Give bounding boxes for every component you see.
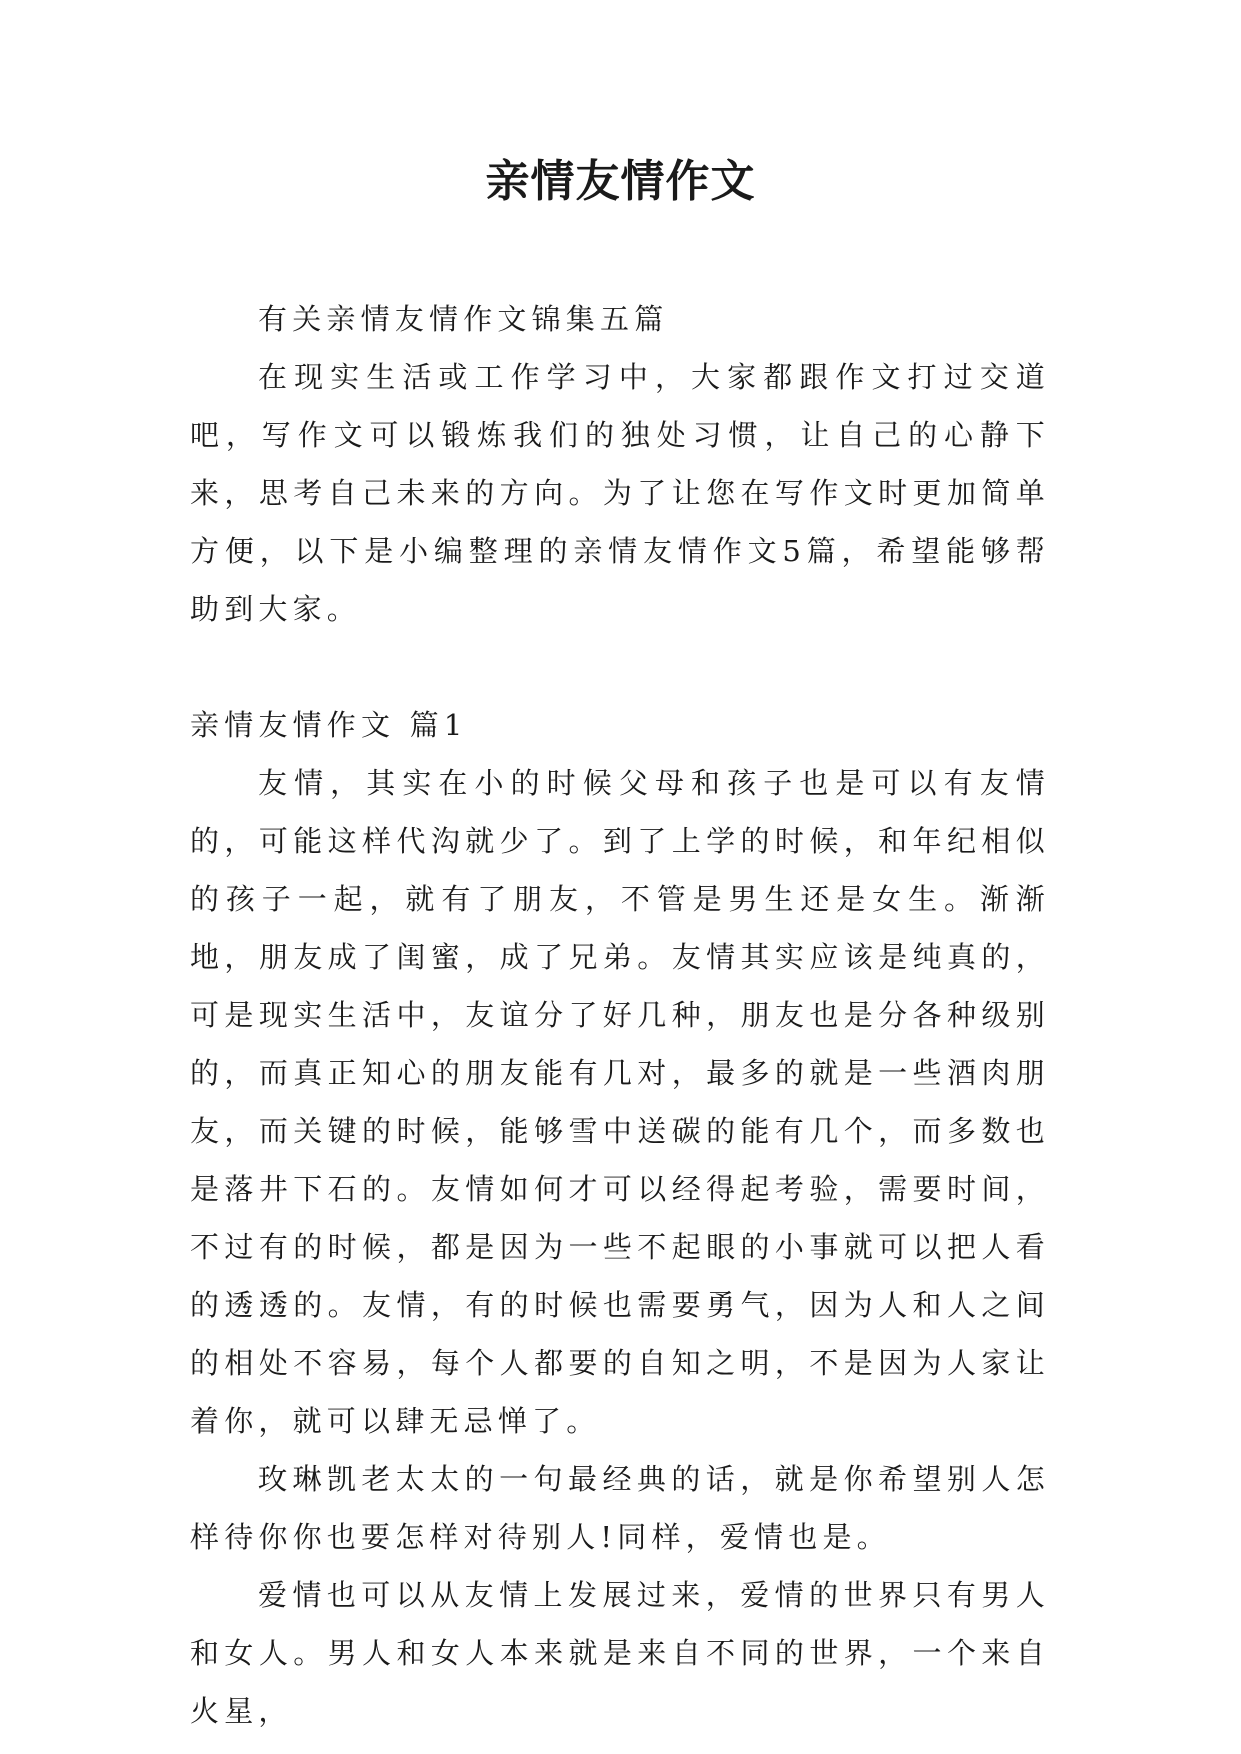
- body-paragraph-2: 玫琳凯老太太的一句最经典的话，就是你希望别人怎样待你你也要怎样对待别人!同样，爱情也是。: [190, 1462, 1050, 1554]
- body-paragraph-3: 爱情也可以从友情上发展过来，爱情的世界只有男人和女人。男人和女人本来就是来自不同的世界，一个来自火星，: [190, 1578, 1050, 1728]
- subtitle: 有关亲情友情作文锦集五篇: [258, 302, 669, 336]
- body-paragraph-1: 友情，其实在小的时候父母和孩子也是可以有友情的，可能这样代沟就少了。到了上学的时候，和年纪相似的孩子一起，就有了朋友，不管是男生还是女生。渐渐地，朋友成了闺蜜，成了兄弟。友情其实应该是纯真的，可是现实生活中，友谊分了好几种，朋友也是分各种级别的，而真正知心的朋友能有几对，最多的就是一些酒肉朋友，而关键的时候，能够雪中送碳的能有几个，而多数也是落井下石的。友情如何才可以经得起考验，需要时间，不过有的时候，都是因为一些不起眼的小事就可以把人看的透透的。友情，有的时候也需要勇气，因为人和人之间的相处不容易，每个人都要的自知之明，不是因为人家让着你，就可以肆无忌惮了。: [190, 766, 1050, 1438]
- document-title: 亲情友情作文: [485, 156, 756, 207]
- section-heading: 亲情友情作文 篇1: [190, 708, 468, 742]
- intro-paragraph: 在现实生活或工作学习中，大家都跟作文打过交道吧，写作文可以锻炼我们的独处习惯，让自己的心静下来，思考自己未来的方向。为了让您在写作文时更加简单方便，以下是小编整理的亲情友情作文5篇，希望能够帮助到大家。: [190, 360, 1050, 626]
- document-body: [190, 290, 1050, 1740]
